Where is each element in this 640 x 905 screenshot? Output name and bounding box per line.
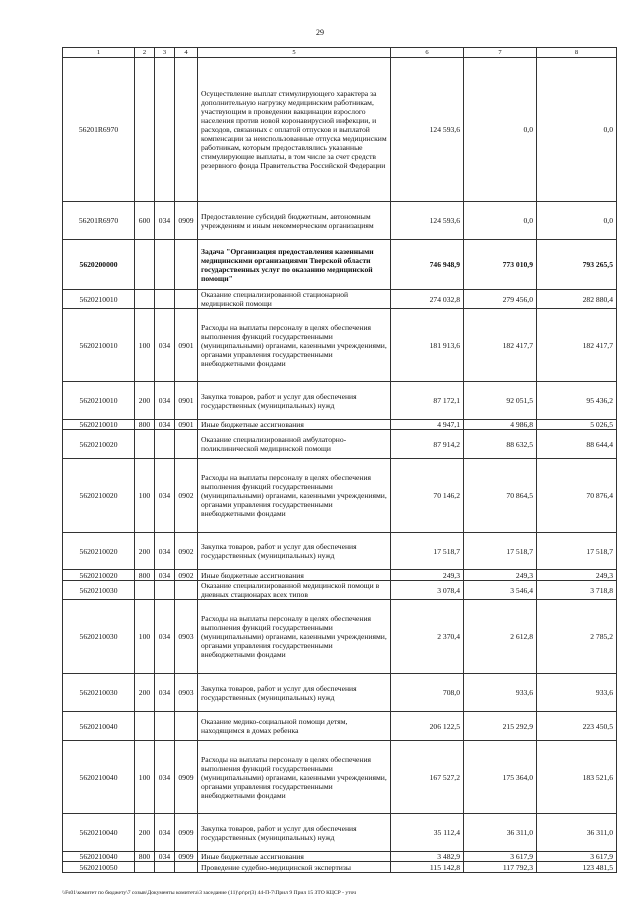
expense-type-cell: 100 [135, 459, 155, 533]
department-cell: 034 [155, 202, 175, 240]
amount-year1-cell: 2 370,4 [391, 600, 464, 674]
amount-year1-cell: 70 146,2 [391, 459, 464, 533]
description-cell: Предоставление субсидий бюджетным, автономным учреждениям и иным некоммерческим организациям [198, 202, 391, 240]
section-cell: 0909 [175, 814, 198, 852]
amount-year1-cell: 206 122,5 [391, 712, 464, 741]
section-cell: 0902 [175, 533, 198, 570]
amount-year3-cell: 793 265,5 [537, 240, 617, 290]
column-header: 4 [175, 48, 198, 58]
description-cell: Иные бюджетные ассигнования [198, 852, 391, 862]
table-row [63, 290, 617, 309]
table-row [63, 459, 617, 533]
amount-year1-cell: 3 482,9 [391, 852, 464, 862]
department-cell [155, 240, 175, 290]
department-cell: 034 [155, 309, 175, 382]
department-cell: 034 [155, 459, 175, 533]
amount-year2-cell: 70 864,5 [464, 459, 537, 533]
table-row [63, 240, 617, 290]
amount-year3-cell: 182 417,7 [537, 309, 617, 382]
amount-year3-cell: 282 880,4 [537, 290, 617, 309]
amount-year2-cell: 0,0 [464, 202, 537, 240]
budget-code-cell: 5620210030 [63, 674, 135, 712]
amount-year2-cell: 88 632,5 [464, 430, 537, 459]
amount-year2-cell: 249,3 [464, 570, 537, 581]
department-cell [155, 58, 175, 202]
section-cell [175, 712, 198, 741]
column-header: 8 [537, 48, 617, 58]
amount-year1-cell: 249,3 [391, 570, 464, 581]
budget-code-cell: 56201R6970 [63, 58, 135, 202]
description-cell: Осуществление выплат стимулирующего характера за дополнительную нагрузку медицинским работникам, участвующим в проведении вакцинации взрослого населения против новой коронавирусной инфекции, и расходов, связанных с оплатой отпусков и выплатой компенсации за неиспользованные отпуска медицинским работникам, которым предоставлялись указанные стимулирующие выплаты, в том числе за счет средств резервного фонда Правительства Российской Федерации [198, 58, 391, 202]
amount-year2-cell: 0,0 [464, 58, 537, 202]
budget-code-cell: 5620210040 [63, 852, 135, 862]
table-row [63, 58, 617, 202]
amount-year2-cell: 279 456,0 [464, 290, 537, 309]
table-row [63, 814, 617, 852]
description-cell: Расходы на выплаты персоналу в целях обеспечения выполнения функций государственными (муниципальными) органами, казенными учреждениями, органами управления государственными внебюджетными фондами [198, 459, 391, 533]
budget-code-cell: 5620210050 [63, 862, 135, 873]
section-cell: 0902 [175, 459, 198, 533]
table-row [63, 309, 617, 382]
column-header: 3 [155, 48, 175, 58]
amount-year1-cell: 274 032,8 [391, 290, 464, 309]
description-cell: Задача "Организация предоставления казенными медицинскими организациями Тверской области государственных услуг по оказанию медицинской помощи" [198, 240, 391, 290]
amount-year1-cell: 35 112,4 [391, 814, 464, 852]
amount-year1-cell: 115 142,8 [391, 862, 464, 873]
expense-type-cell: 800 [135, 570, 155, 581]
table-row [63, 862, 617, 873]
department-cell: 034 [155, 741, 175, 814]
department-cell [155, 430, 175, 459]
expense-type-cell: 200 [135, 674, 155, 712]
page-number: 29 [316, 28, 324, 37]
expense-type-cell [135, 712, 155, 741]
expense-type-cell: 100 [135, 741, 155, 814]
budget-code-cell: 5620210020 [63, 430, 135, 459]
column-header: 2 [135, 48, 155, 58]
budget-code-cell: 5620210020 [63, 459, 135, 533]
expense-type-cell [135, 290, 155, 309]
expense-type-cell: 200 [135, 533, 155, 570]
department-cell: 034 [155, 600, 175, 674]
amount-year3-cell: 36 311,0 [537, 814, 617, 852]
amount-year1-cell: 87 172,1 [391, 382, 464, 420]
section-cell [175, 240, 198, 290]
description-cell: Проведение судебно-медицинской экспертизы [198, 862, 391, 873]
department-cell [155, 581, 175, 600]
department-cell: 034 [155, 382, 175, 420]
expense-type-cell [135, 581, 155, 600]
description-cell: Расходы на выплаты персоналу в целях обеспечения выполнения функций государственными (муниципальными) органами, казенными учреждениями, органами управления государственными внебюджетными фондами [198, 309, 391, 382]
description-cell: Оказание медико-социальной помощи детям, находящимся в домах ребенка [198, 712, 391, 741]
amount-year2-cell: 92 051,5 [464, 382, 537, 420]
department-cell: 034 [155, 420, 175, 430]
expense-type-cell: 800 [135, 852, 155, 862]
amount-year2-cell: 215 292,9 [464, 712, 537, 741]
amount-year3-cell: 3 617,9 [537, 852, 617, 862]
department-cell [155, 290, 175, 309]
section-cell: 0901 [175, 420, 198, 430]
description-cell: Оказание специализированной медицинской помощи в дневных стационарах всех типов [198, 581, 391, 600]
file-path-footer: \\Fs01\комитет по бюджету\7 созыв\Документы комитета\3 заседание (11)\pr\pr(3) 44-П-7\Прил 9 Прил 15 ЗТО КЦСР - уточ [62, 890, 357, 896]
budget-code-cell: 5620210010 [63, 309, 135, 382]
section-cell: 0909 [175, 202, 198, 240]
section-cell: 0909 [175, 852, 198, 862]
column-header: 1 [63, 48, 135, 58]
amount-year2-cell: 3 617,9 [464, 852, 537, 862]
section-cell: 0909 [175, 741, 198, 814]
table-row [63, 382, 617, 420]
column-header: 7 [464, 48, 537, 58]
amount-year3-cell: 3 718,8 [537, 581, 617, 600]
amount-year3-cell: 223 450,5 [537, 712, 617, 741]
expense-type-cell [135, 240, 155, 290]
amount-year1-cell: 3 078,4 [391, 581, 464, 600]
expense-type-cell: 800 [135, 420, 155, 430]
description-cell: Расходы на выплаты персоналу в целях обеспечения выполнения функций государственными (муниципальными) органами, казенными учреждениями, органами управления государственными внебюджетными фондами [198, 741, 391, 814]
section-cell [175, 862, 198, 873]
amount-year2-cell: 3 546,4 [464, 581, 537, 600]
description-cell: Оказание специализированной амбулаторно-поликлинической медицинской помощи [198, 430, 391, 459]
amount-year2-cell: 175 364,0 [464, 741, 537, 814]
expense-type-cell: 600 [135, 202, 155, 240]
column-header: 6 [391, 48, 464, 58]
column-header: 5 [198, 48, 391, 58]
budget-code-cell: 5620210030 [63, 600, 135, 674]
amount-year1-cell: 87 914,2 [391, 430, 464, 459]
section-cell [175, 58, 198, 202]
amount-year3-cell: 95 436,2 [537, 382, 617, 420]
amount-year2-cell: 182 417,7 [464, 309, 537, 382]
amount-year3-cell: 183 521,6 [537, 741, 617, 814]
budget-code-cell: 5620210040 [63, 814, 135, 852]
section-cell [175, 581, 198, 600]
expense-type-cell [135, 862, 155, 873]
budget-code-cell: 5620210010 [63, 420, 135, 430]
expense-type-cell: 100 [135, 600, 155, 674]
amount-year2-cell: 4 986,8 [464, 420, 537, 430]
description-cell: Иные бюджетные ассигнования [198, 420, 391, 430]
department-cell: 034 [155, 533, 175, 570]
amount-year2-cell: 2 612,8 [464, 600, 537, 674]
amount-year3-cell: 933,6 [537, 674, 617, 712]
department-cell: 034 [155, 674, 175, 712]
expense-type-cell: 200 [135, 814, 155, 852]
amount-year3-cell: 249,3 [537, 570, 617, 581]
section-cell: 0903 [175, 600, 198, 674]
department-cell: 034 [155, 852, 175, 862]
expense-type-cell [135, 430, 155, 459]
description-cell: Иные бюджетные ассигнования [198, 570, 391, 581]
amount-year1-cell: 4 947,1 [391, 420, 464, 430]
budget-code-cell: 5620210010 [63, 382, 135, 420]
section-cell: 0901 [175, 382, 198, 420]
section-cell: 0902 [175, 570, 198, 581]
expense-type-cell [135, 58, 155, 202]
description-cell: Закупка товаров, работ и услуг для обеспечения государственных (муниципальных) нужд [198, 814, 391, 852]
description-cell: Расходы на выплаты персоналу в целях обеспечения выполнения функций государственными (муниципальными) органами, казенными учреждениями, органами управления государственными внебюджетными фондами [198, 600, 391, 674]
amount-year3-cell: 123 481,5 [537, 862, 617, 873]
amount-year2-cell: 117 792,3 [464, 862, 537, 873]
amount-year2-cell: 17 518,7 [464, 533, 537, 570]
amount-year3-cell: 5 026,5 [537, 420, 617, 430]
budget-code-cell: 56201R6970 [63, 202, 135, 240]
budget-code-cell: 5620210030 [63, 581, 135, 600]
amount-year3-cell: 0,0 [537, 58, 617, 202]
table-row [63, 202, 617, 240]
amount-year1-cell: 167 527,2 [391, 741, 464, 814]
table-row [63, 674, 617, 712]
section-cell: 0903 [175, 674, 198, 712]
amount-year3-cell: 2 785,2 [537, 600, 617, 674]
amount-year3-cell: 88 644,4 [537, 430, 617, 459]
table-row [63, 581, 617, 600]
budget-code-cell: 5620210040 [63, 712, 135, 741]
section-cell: 0901 [175, 309, 198, 382]
amount-year2-cell: 36 311,0 [464, 814, 537, 852]
description-cell: Оказание специализированной стационарной медицинской помощи [198, 290, 391, 309]
amount-year1-cell: 708,0 [391, 674, 464, 712]
amount-year1-cell: 181 913,6 [391, 309, 464, 382]
department-cell [155, 712, 175, 741]
table-row [63, 600, 617, 674]
amount-year1-cell: 746 948,9 [391, 240, 464, 290]
description-cell: Закупка товаров, работ и услуг для обеспечения государственных (муниципальных) нужд [198, 674, 391, 712]
amount-year3-cell: 70 876,4 [537, 459, 617, 533]
table-row [63, 533, 617, 570]
amount-year1-cell: 124 593,6 [391, 202, 464, 240]
column-number-row [63, 48, 617, 58]
expense-type-cell: 200 [135, 382, 155, 420]
budget-code-cell: 5620210040 [63, 741, 135, 814]
amount-year2-cell: 773 010,9 [464, 240, 537, 290]
section-cell [175, 290, 198, 309]
expense-type-cell: 100 [135, 309, 155, 382]
budget-table [62, 47, 617, 873]
department-cell: 034 [155, 570, 175, 581]
table-row [63, 430, 617, 459]
budget-code-cell: 5620210020 [63, 570, 135, 581]
table-row [63, 420, 617, 430]
table-row [63, 712, 617, 741]
table-row [63, 741, 617, 814]
budget-code-cell: 5620200000 [63, 240, 135, 290]
table-row [63, 852, 617, 862]
department-cell [155, 862, 175, 873]
section-cell [175, 430, 198, 459]
description-cell: Закупка товаров, работ и услуг для обеспечения государственных (муниципальных) нужд [198, 382, 391, 420]
table-row [63, 570, 617, 581]
amount-year1-cell: 124 593,6 [391, 58, 464, 202]
budget-code-cell: 5620210020 [63, 533, 135, 570]
department-cell: 034 [155, 814, 175, 852]
amount-year2-cell: 933,6 [464, 674, 537, 712]
description-cell: Закупка товаров, работ и услуг для обеспечения государственных (муниципальных) нужд [198, 533, 391, 570]
amount-year3-cell: 0,0 [537, 202, 617, 240]
amount-year1-cell: 17 518,7 [391, 533, 464, 570]
amount-year3-cell: 17 518,7 [537, 533, 617, 570]
budget-code-cell: 5620210010 [63, 290, 135, 309]
